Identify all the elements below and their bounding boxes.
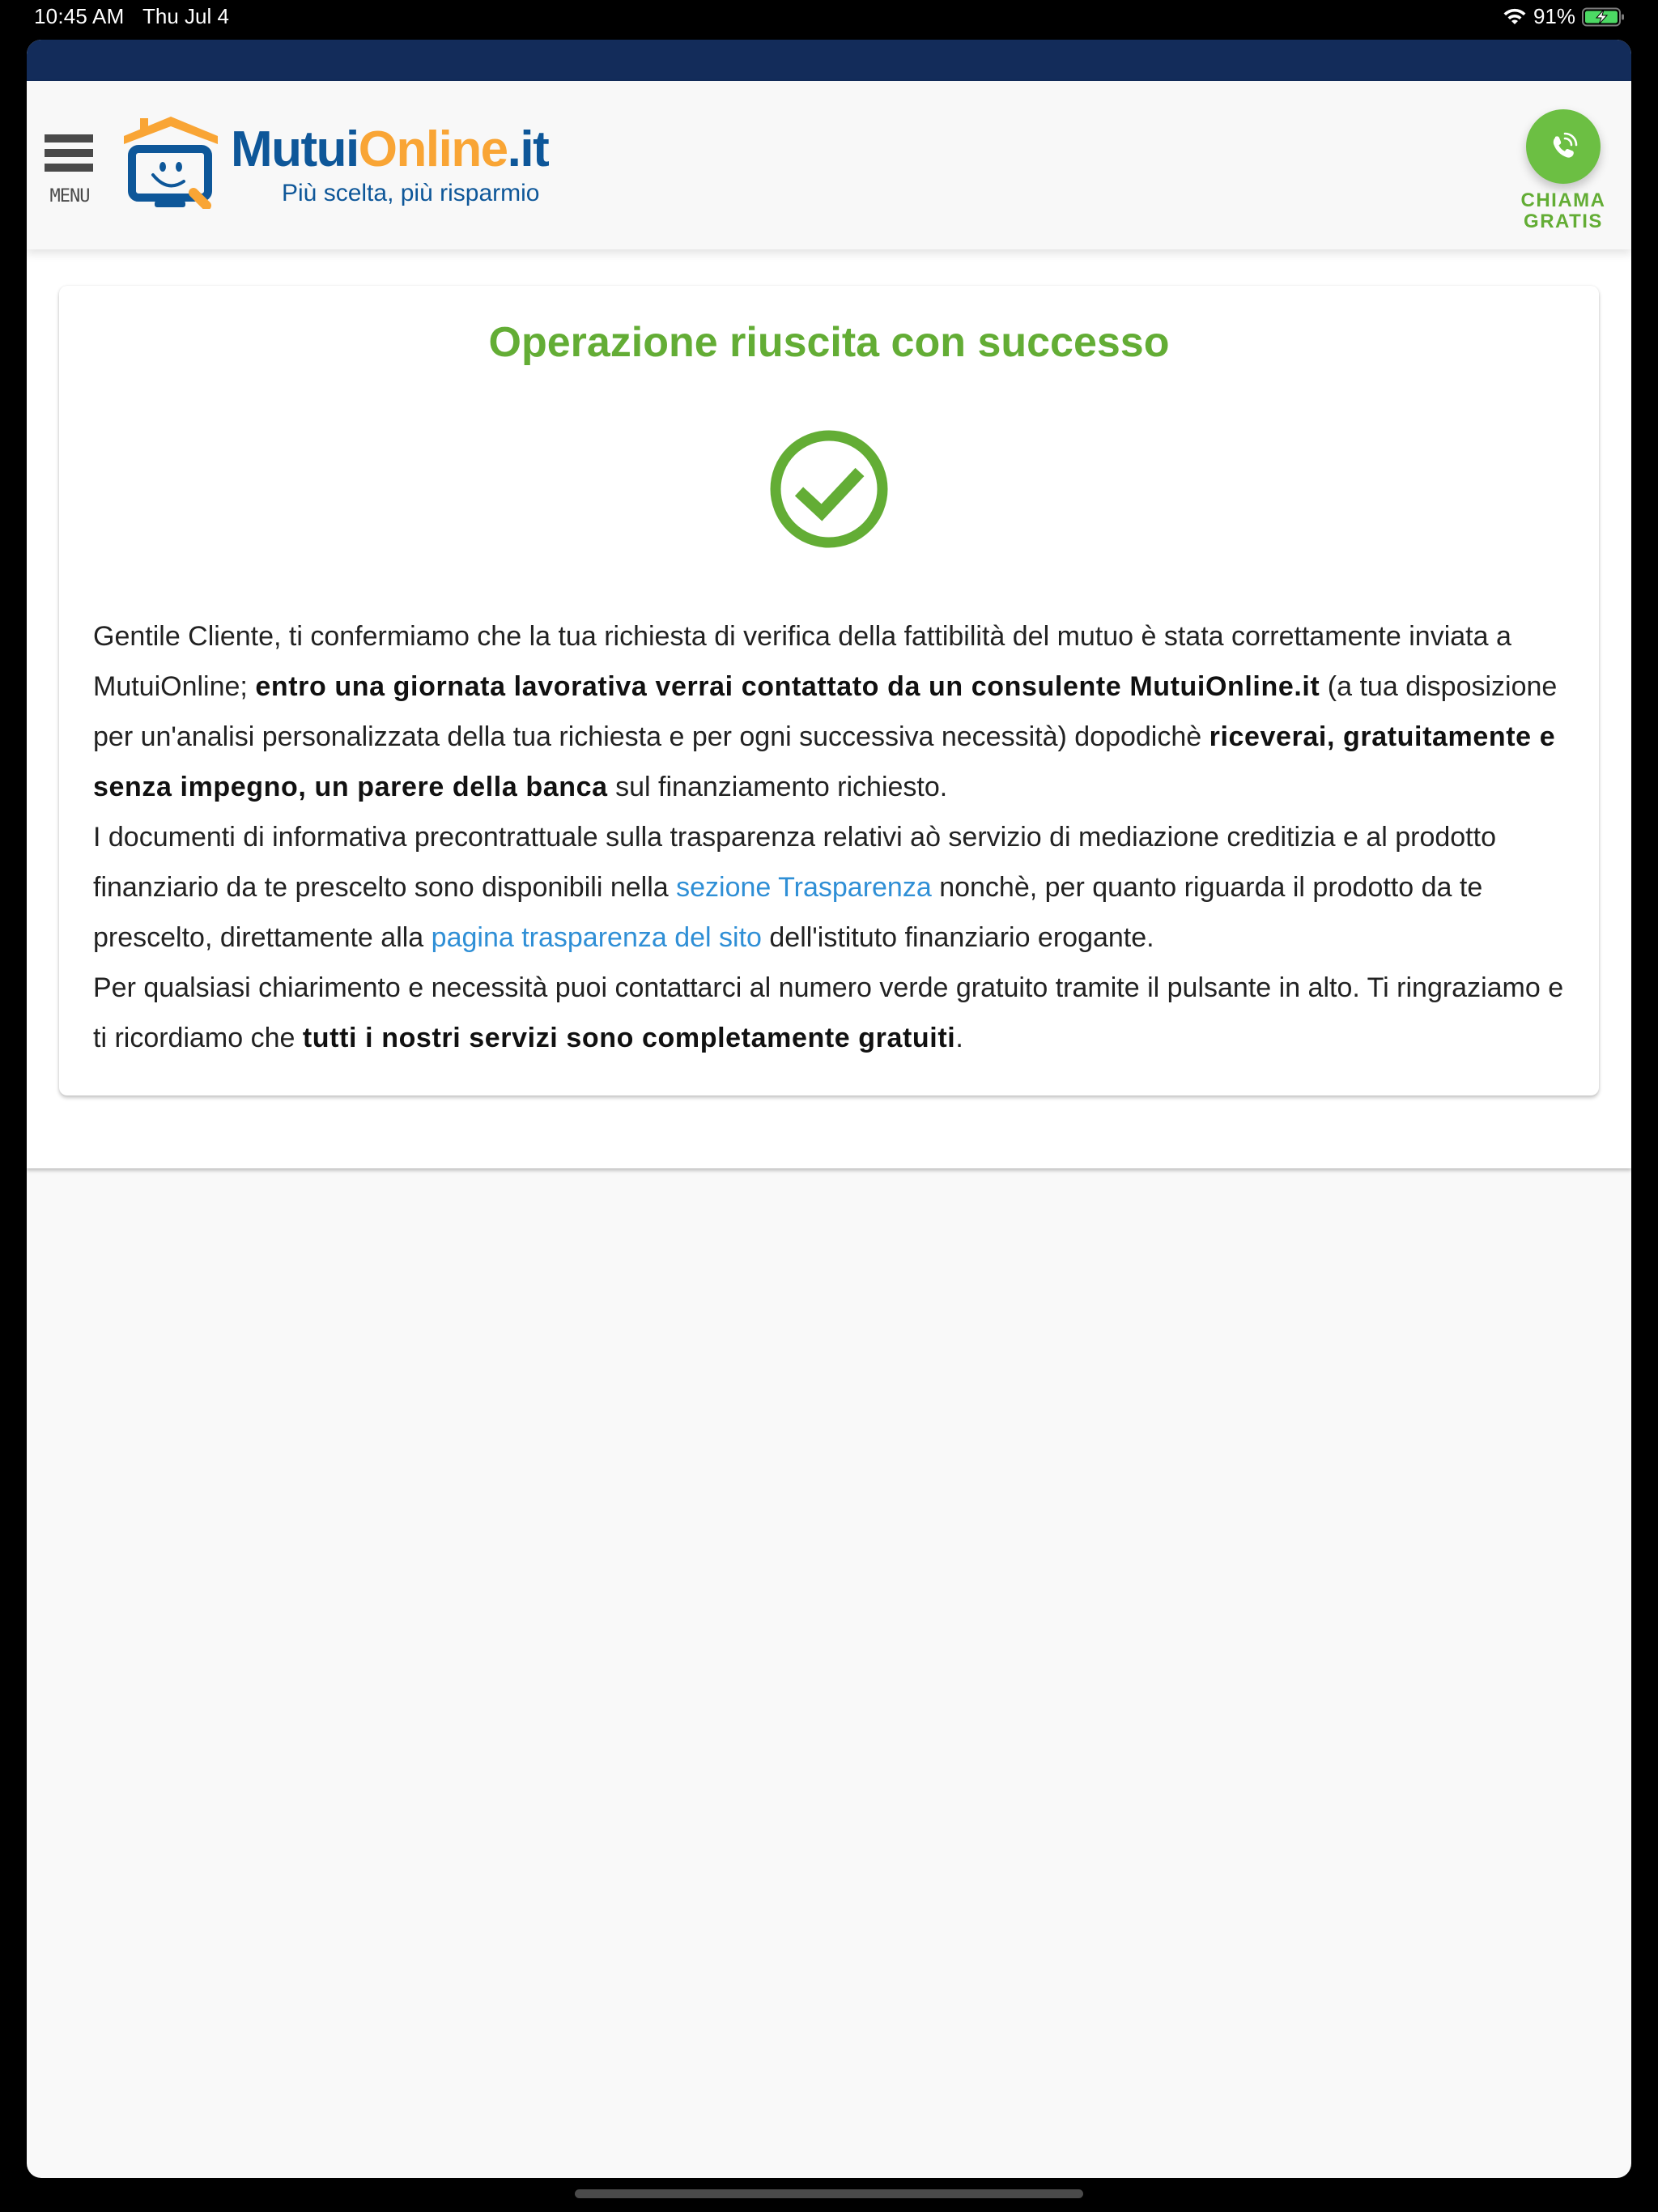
message-text: I documenti di informativa precontrattuale sulla trasparenza relativi aò servizio di mediazione creditizia e al prodotto finanziario da te prescelto sono disponibili nella	[93, 822, 1496, 903]
transparency-section-link[interactable]: sezione Trasparenza	[676, 872, 932, 903]
site-transparency-page-link[interactable]: pagina trasparenza del sito	[431, 922, 762, 953]
message-text: .	[955, 1023, 963, 1053]
logo-title-mutui: Mutui	[231, 121, 359, 177]
logo[interactable]	[122, 113, 576, 219]
hamburger-icon	[45, 134, 93, 143]
battery-charging-icon	[1582, 7, 1626, 27]
message-text: (a tua disposizione per un'analisi personalizzata della tua richiesta e per ogni successiva necessità) dopodichè	[93, 671, 1558, 752]
check-circle-icon	[768, 428, 890, 550]
logo-tagline: Più scelta, più risparmio	[282, 180, 540, 206]
wifi-icon	[1503, 7, 1527, 27]
call-label-line1: CHIAMA	[1520, 189, 1606, 211]
status-time: 10:45 AM	[34, 4, 125, 28]
message-bold: entro una giornata lavorativa verrai contattato da un consulente MutuiOnline.it	[255, 671, 1320, 702]
confirmation-message	[93, 611, 1575, 1063]
logo-title-online: Online	[358, 121, 508, 177]
success-title: Operazione riuscita con successo	[488, 319, 1170, 366]
message-text: Gentile Cliente, ti confermiamo che la tua richiesta di verifica della fattibilità del mutuo è stata correttamente inviata a MutuiOnline;	[93, 621, 1511, 702]
success-card	[59, 286, 1599, 1095]
call-free-button[interactable]	[1516, 109, 1622, 239]
logo-house-monitor-icon	[122, 113, 219, 209]
message-text: Per qualsiasi chiarimento e necessità puoi contattarci al numero verde gratuito tramite il pulsante in alto. Ti ringraziamo e ti ricordiamo che	[93, 972, 1564, 1053]
message-bold: tutti i nostri servizi sono completamente gratuiti	[302, 1023, 956, 1053]
menu-button[interactable]	[45, 134, 96, 207]
logo-title-it: .it	[507, 121, 549, 177]
top-navy-bar	[27, 40, 1631, 81]
site-header	[27, 81, 1631, 249]
content-panel	[27, 249, 1631, 1168]
call-label-line2: GRATIS	[1524, 211, 1603, 232]
call-label	[1516, 190, 1610, 232]
call-circle	[1526, 109, 1601, 184]
status-date: Thu Jul 4	[142, 4, 229, 28]
phone-ringing-icon	[1547, 130, 1579, 163]
hamburger-icon-line	[45, 164, 93, 172]
message-text: dell'istituto finanziario erogante.	[761, 922, 1154, 953]
message-text: nonchè, per quanto riguarda il prodotto da te prescelto, direttamente alla	[93, 872, 1483, 953]
status-indicators	[1503, 4, 1626, 29]
battery-percent: 91%	[1533, 4, 1575, 28]
home-indicator[interactable]	[575, 2189, 1083, 2198]
message-bold: riceverai, gratuitamente e senza impegno, un parere della banca	[93, 721, 1556, 802]
logo-title	[231, 121, 549, 177]
message-text: sul finanziamento richiesto.	[607, 772, 948, 802]
status-bar	[0, 0, 1658, 39]
page-container	[27, 40, 1631, 2178]
menu-label: MENU	[49, 186, 90, 206]
hamburger-icon-line	[45, 149, 93, 157]
